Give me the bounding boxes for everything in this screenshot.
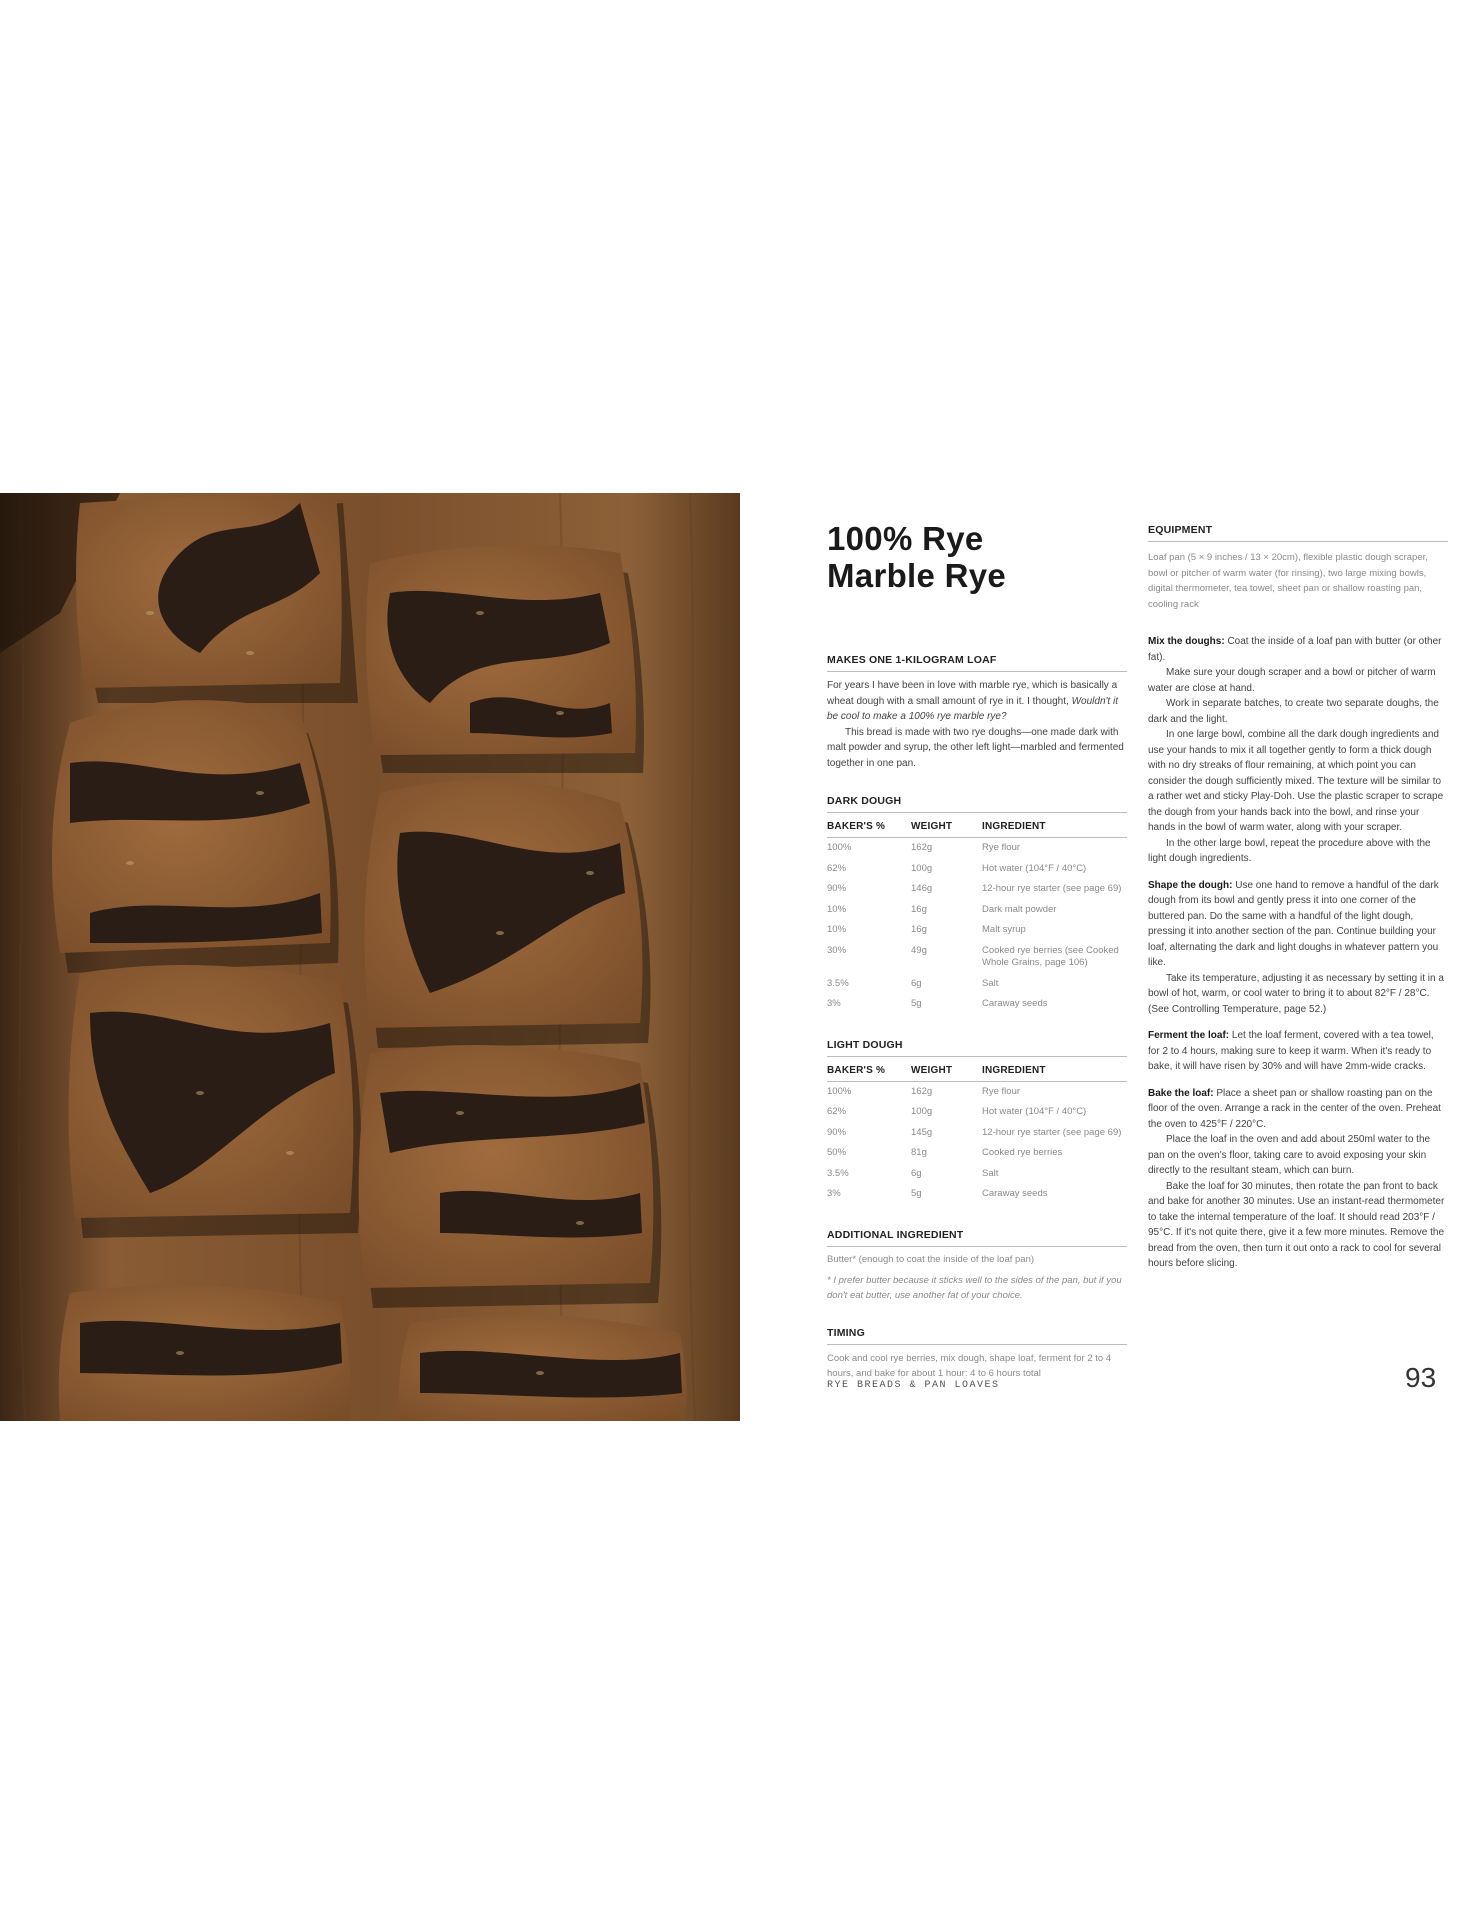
recipe-title-line-2: Marble Rye	[827, 557, 1007, 594]
bread-slice	[76, 493, 358, 703]
table-row	[827, 1102, 1127, 1123]
ingredient-cell: Malt syrup	[982, 924, 1026, 935]
timing-text: Cook and cool rye berries, mix dough, shape loaf, ferment for 2 to 4 hours, and bake for about 1 hour: 4 to 6 hours total	[827, 1352, 1112, 1379]
bakers-percent-cell: 30%	[827, 944, 847, 956]
weight-cell: 49g	[911, 944, 927, 956]
ingredient-cell: Caraway seeds	[982, 998, 1048, 1009]
weight-cell: 145g	[911, 1126, 933, 1138]
bread-slice	[399, 1315, 687, 1421]
step-paragraph: Take its temperature, adjusting it as necessary by setting it in a bowl of hot, warm, or cool water to bring it to about 82°F / 28°C. (See Controlling Temperature, page 52.)	[1148, 972, 1444, 1015]
weight-cell: 162g	[911, 1085, 933, 1097]
ingredient-cell: Salt	[982, 977, 999, 989]
bakers-percent-cell: 50%	[827, 1147, 847, 1158]
step-paragraph: Place the loaf in the oven and add about 250ml water to the pan on the oven's floor, taking care to avoid exposing your skin directly to the resultant steam, which can burn.	[1148, 1134, 1431, 1176]
table-row	[827, 1143, 1127, 1164]
step-ferment-loaf	[1148, 1028, 1448, 1075]
bread-slice	[364, 780, 650, 1048]
page-number: 93	[1405, 1362, 1437, 1393]
yield-label: MAKES ONE 1-KILOGRAM LOAF	[827, 654, 1127, 672]
dark-dough-table	[827, 817, 1127, 1015]
ingredient-cell: Cooked rye berries (see Cooked Whole Grains, page 106)	[982, 944, 1119, 968]
weight-cell: 100g	[911, 862, 933, 874]
bread-slice	[52, 700, 339, 973]
weight-cell: 16g	[911, 903, 927, 915]
weight-cell: 6g	[911, 977, 922, 989]
bread-slice	[366, 545, 644, 773]
col-bakers-percent: BAKER'S %	[827, 1061, 911, 1082]
table-row	[827, 1123, 1127, 1144]
bread-slice	[69, 965, 362, 1238]
weight-cell: 162g	[911, 842, 933, 853]
step-mix-doughs	[1148, 634, 1448, 867]
step-text: Place a sheet pan or shallow roasting pan on the floor of the oven. Arrange a rack in the center of the oven. Preheat the oven to 425°F / 220°C.	[1148, 1087, 1441, 1130]
bakers-percent-cell: 100%	[827, 842, 852, 853]
bakers-percent-cell: 62%	[827, 862, 847, 874]
running-head: RYE BREADS & PAN LOAVES	[827, 1380, 1000, 1391]
equipment-text: Loaf pan (5 × 9 inches / 13 × 20cm), flexible plastic dough scraper, bowl or pitcher of warm water (for rinsing), two large mixing bowls, digital thermometer, tea towel, sheet pan or shallow roasting pan, cooling rack	[1148, 552, 1428, 610]
ingredient-cell: Cooked rye berries	[982, 1147, 1063, 1158]
step-title: Bake the loaf:	[1148, 1087, 1214, 1099]
ingredient-cell: 12-hour rye starter (see page 69)	[982, 1126, 1122, 1138]
recipe-intro	[827, 678, 1127, 771]
table-row	[827, 994, 1127, 1015]
method-steps	[1148, 634, 1448, 1272]
ingredient-cell: Rye flour	[982, 1085, 1021, 1097]
step-paragraph	[1148, 878, 1448, 971]
recipe-main-column	[827, 520, 1127, 1381]
bakers-percent-cell: 3%	[827, 998, 841, 1009]
step-text: Coat the inside of a loaf pan with butter (or other fat).	[1148, 636, 1442, 663]
ingredient-cell: Dark malt powder	[982, 903, 1057, 915]
intro-text: For years I have been in love with marble rye, which is basically a wheat dough with a small amount of rye in it. I thought,	[827, 680, 1118, 707]
table-row	[827, 1081, 1127, 1102]
step-paragraph: In the other large bowl, repeat the procedure above with the light dough ingredients.	[1148, 837, 1431, 864]
recipe-title-line-1: 100% Rye	[827, 520, 984, 557]
bakers-percent-cell: 62%	[827, 1106, 847, 1117]
step-title: Shape the dough:	[1148, 879, 1233, 891]
timing-heading: TIMING	[827, 1327, 1127, 1345]
table-row	[827, 859, 1127, 880]
weight-cell: 5g	[911, 998, 922, 1009]
bread-slice	[59, 1285, 352, 1421]
step-text: Let the loaf ferment, covered with a tea towel, for 2 to 4 hours, making sure to keep it warm. When it's ready to bake, it will have risen by 30% and will have 2mm-wide cracks.	[1148, 1030, 1434, 1072]
table-row	[827, 1164, 1127, 1185]
additional-ingredient-heading: ADDITIONAL INGREDIENT	[827, 1229, 1127, 1247]
bakers-percent-cell: 3.5%	[827, 977, 849, 989]
intro-paragraph-1	[827, 678, 1127, 725]
marble-rye-photo	[0, 493, 740, 1421]
weight-cell: 6g	[911, 1167, 922, 1179]
recipe-title	[827, 520, 1127, 594]
ingredient-cell: Salt	[982, 1167, 999, 1179]
weight-cell: 100g	[911, 1106, 933, 1117]
ingredient-cell: Hot water (104°F / 40°C)	[982, 862, 1087, 874]
col-bakers-percent: BAKER'S %	[827, 817, 911, 838]
table-row	[827, 1184, 1127, 1205]
col-ingredient: INGREDIENT	[982, 817, 1127, 838]
dark-dough-heading: DARK DOUGH	[827, 795, 1127, 813]
step-text: Use one hand to remove a handful of the dark dough from its bowl and gently press it into one corner of the buttered pan. Do the same with a handful of the light dough, pressing it into another section of the pan. Continue building your loaf, alternating the dark and light doughs in whatever pattern you like.	[1148, 879, 1439, 968]
ingredient-cell: Rye flour	[982, 842, 1021, 853]
step-title: Mix the doughs:	[1148, 636, 1225, 647]
ingredient-cell: Caraway seeds	[982, 1188, 1048, 1199]
bakers-percent-cell: 90%	[827, 883, 847, 894]
intro-italic-text: Wouldn't it be cool to make a 100% rye marble rye?	[827, 695, 1118, 722]
weight-cell: 5g	[911, 1188, 922, 1199]
weight-cell: 81g	[911, 1147, 927, 1158]
additional-ingredient-text: Butter* (enough to coat the inside of the loaf pan)	[827, 1253, 1035, 1265]
weight-cell: 146g	[911, 883, 933, 894]
table-row	[827, 974, 1127, 995]
table-header-row	[827, 817, 1127, 838]
table-row	[827, 900, 1127, 921]
bread-slices-illustration	[0, 493, 740, 1421]
bakers-percent-cell: 10%	[827, 924, 847, 935]
step-paragraph	[1148, 634, 1448, 665]
equipment-heading: EQUIPMENT	[1148, 524, 1448, 542]
step-bake-loaf	[1148, 1086, 1448, 1272]
col-weight: WEIGHT	[911, 1061, 982, 1082]
bakers-percent-cell: 3.5%	[827, 1167, 849, 1179]
bakers-percent-cell: 3%	[827, 1188, 841, 1199]
bread-slice	[359, 1045, 662, 1308]
step-shape-dough	[1148, 878, 1448, 1018]
light-dough-table	[827, 1061, 1127, 1205]
ingredient-cell: Hot water (104°F / 40°C)	[982, 1106, 1087, 1117]
step-paragraph: In one large bowl, combine all the dark dough ingredients and use your hands to mix it all together gently to form a thick dough with no dry streaks of flour remaining, at which point you can consider the dough sufficiently mixed. The texture will be similar to a rather wet and sticky Play-Doh. Use the plastic scraper to scrape the dough from your hands back into the bowl, and rinse your hands in the bowl of warm water, along with your scraper.	[1148, 729, 1444, 833]
step-paragraph	[1148, 1028, 1448, 1075]
col-weight: WEIGHT	[911, 817, 982, 838]
additional-ingredient-footnote: * I prefer butter because it sticks well to the sides of the pan, but if you don't eat butter, use another fat of your choice.	[827, 1274, 1122, 1301]
light-dough-heading: LIGHT DOUGH	[827, 1039, 1127, 1057]
bakers-percent-cell: 90%	[827, 1126, 847, 1138]
step-paragraph: Bake the loaf for 30 minutes, then rotate the pan front to back and bake for another 30 minutes. Use an instant-read thermometer to take the internal temperature of the loaf. It should read 203°F / 95°C. If it's not quite there, give it a few more minutes. Remove the bread from the oven, then turn it out onto a rack to cool for several hours before slicing.	[1148, 1180, 1445, 1269]
table-row	[827, 838, 1127, 859]
bakers-percent-cell: 10%	[827, 903, 847, 915]
weight-cell: 16g	[911, 924, 927, 935]
recipe-method-column	[1148, 524, 1448, 1283]
step-paragraph	[1148, 1086, 1448, 1133]
table-row	[827, 941, 1127, 974]
table-row	[827, 920, 1127, 941]
step-paragraph: Make sure your dough scraper and a bowl or pitcher of warm water are close at hand.	[1148, 667, 1436, 694]
bakers-percent-cell: 100%	[827, 1085, 852, 1097]
intro-paragraph-2: This bread is made with two rye doughs—one made dark with malt powder and syrup, the other left light—marbled and fermented together in one pan.	[827, 726, 1124, 769]
col-ingredient: INGREDIENT	[982, 1061, 1127, 1082]
step-title: Ferment the loaf:	[1148, 1030, 1230, 1041]
step-paragraph: Work in separate batches, to create two separate doughs, the dark and the light.	[1148, 698, 1439, 725]
table-header-row	[827, 1061, 1127, 1082]
ingredient-cell: 12-hour rye starter (see page 69)	[982, 883, 1122, 894]
table-row	[827, 879, 1127, 900]
